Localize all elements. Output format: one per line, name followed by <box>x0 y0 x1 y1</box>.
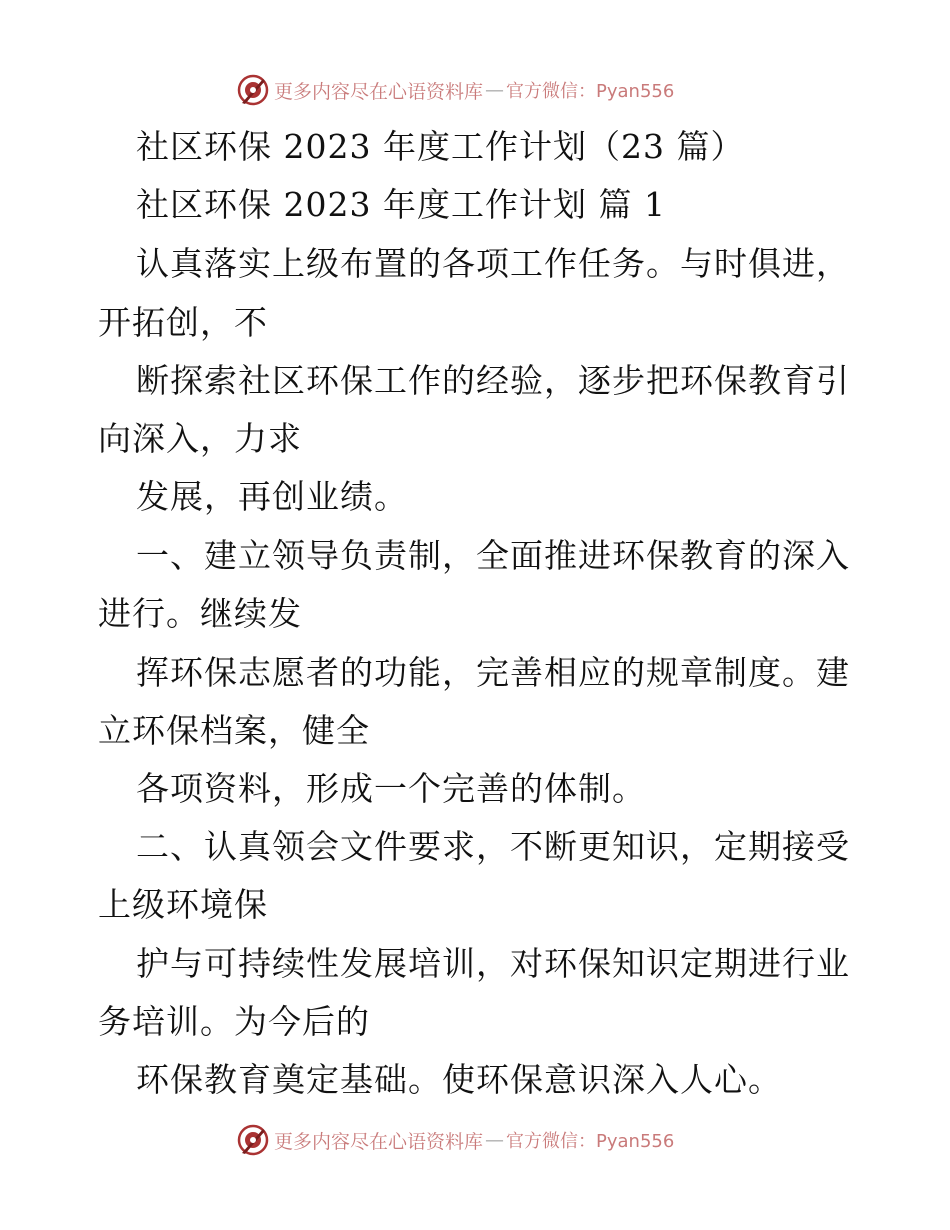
header-watermark <box>236 72 674 108</box>
paragraph-line: 各项资料，形成一个完善的体制。 <box>136 769 646 808</box>
paragraph-line: 向深入，力求 <box>98 419 302 458</box>
watermark-dash: — <box>485 79 505 101</box>
paragraph-line: 立环保档案，健全 <box>98 711 370 750</box>
watermark-contact-text: 官方微信：Pyan556 <box>506 1131 675 1152</box>
watermark-dash: — <box>485 1129 505 1151</box>
paragraph-line: 开拓创，不 <box>98 303 268 342</box>
section-heading: 社区环保 2023 年度工作计划 篇 1 <box>136 185 666 224</box>
quill-seal-icon <box>236 1123 270 1157</box>
paragraph-line: 环保教育奠定基础。使环保意识深入人心。 <box>136 1060 782 1099</box>
paragraph-line: 挥环保志愿者的功能，完善相应的规章制度。建 <box>136 653 850 692</box>
paragraph-line: 一、建立领导负责制，全面推进环保教育的深入 <box>136 536 850 575</box>
quill-seal-icon <box>236 73 270 107</box>
paragraph-line: 护与可持续性发展培训，对环保知识定期进行业 <box>136 944 850 983</box>
watermark-main-text: 更多内容尽在心语资料库 <box>274 80 484 103</box>
paragraph-line: 断探索社区环保工作的经验，逐步把环保教育引 <box>136 361 850 400</box>
paragraph-line: 二、认真领会文件要求，不断更知识，定期接受 <box>136 827 850 866</box>
document-title: 社区环保 2023 年度工作计划（23 篇） <box>136 127 745 166</box>
paragraph-line: 认真落实上级布置的各项工作任务。与时俱进， <box>136 244 850 283</box>
paragraph-line: 上级环境保 <box>98 885 268 924</box>
footer-watermark <box>236 1122 674 1158</box>
watermark-contact-text: 官方微信：Pyan556 <box>506 81 675 102</box>
paragraph-line: 进行。继续发 <box>98 594 302 633</box>
watermark-main-text: 更多内容尽在心语资料库 <box>274 1130 484 1153</box>
paragraph-line: 发展，再创业绩。 <box>136 477 408 516</box>
paragraph-line: 务培训。为今后的 <box>98 1002 370 1041</box>
